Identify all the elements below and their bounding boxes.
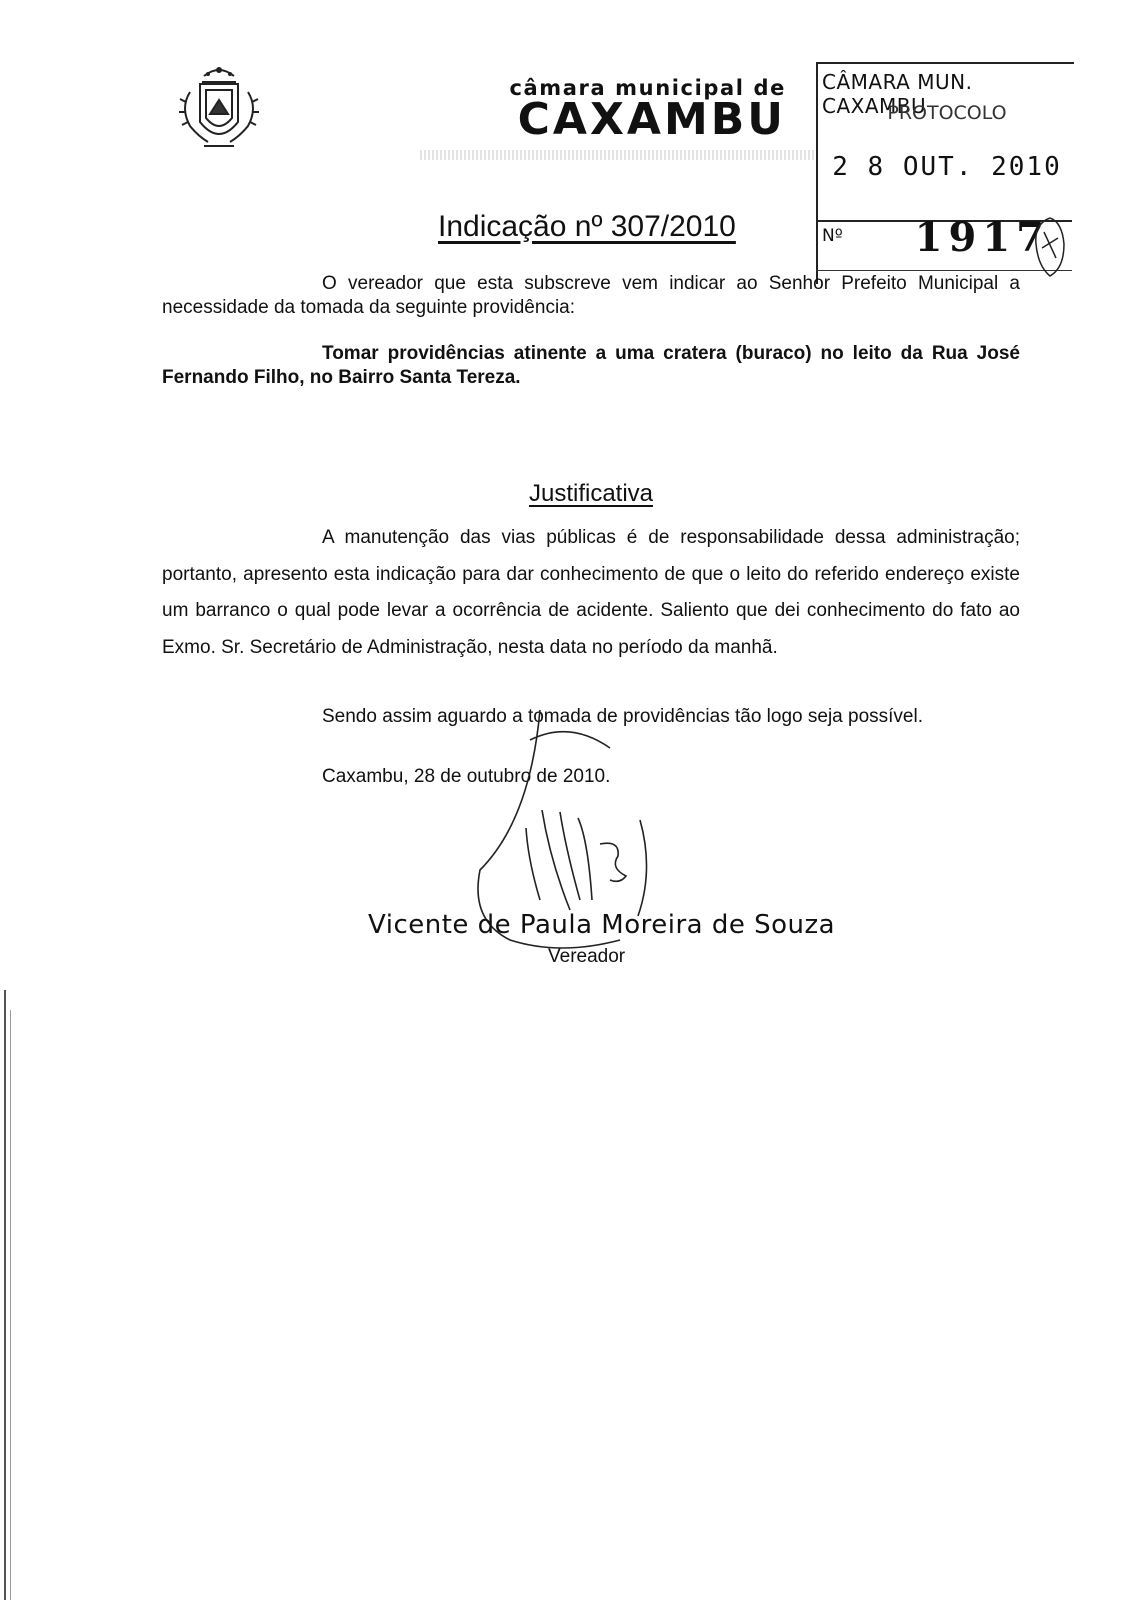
- closing-line: Sendo assim aguardo a tomada de providências tão logo seja possível.: [322, 706, 923, 727]
- justification-heading: Justificativa: [528, 480, 654, 507]
- stamp-date: 2 8 OUT. 2010: [832, 152, 1062, 182]
- stamp-number: 1917: [914, 214, 1050, 261]
- justification-paragraph: A manutenção das vias públicas é de responsabilidade dessa administração; portanto, apresento esta indicação para dar conhecimento de que o leito do referido endereço existe um barranco o qual pode levar a ocorrência de acidente. Saliento que dei conhecimento do fato ao Exmo. Sr. Secretário de Administração, nesta data no período da manhã.: [162, 527, 1020, 658]
- document-title: Indicação nº 307/2010: [438, 210, 736, 243]
- request-paragraph: Tomar providências atinente a uma cratera (buraco) no leito da Rua José Fernando Filho, no Bairro Santa Tereza.: [162, 343, 1020, 388]
- stamp-line-2: PROTOCOLO: [887, 102, 1007, 124]
- initials-scribble-icon: [1030, 214, 1070, 280]
- signatory-name: Vicente de Paula Moreira de Souza: [368, 910, 836, 940]
- date-line: Caxambu, 28 de outubro de 2010.: [322, 766, 611, 787]
- org-line: câmara municipal de: [509, 76, 786, 100]
- scan-edge-line: [10, 1010, 11, 1600]
- org-name: CAXAMBU: [517, 94, 786, 145]
- intro-paragraph: O vereador que esta subscreve vem indicar ao Senhor Prefeito Municipal a necessidade da tomada da seguinte providência:: [162, 273, 1020, 318]
- scan-edge-line: [4, 990, 6, 1600]
- coat-of-arms-icon: [174, 62, 264, 154]
- stamp-no-label: Nº: [822, 226, 843, 246]
- header-divider: [420, 150, 815, 160]
- signatory-role: Vereador: [548, 946, 626, 967]
- stamp-line-1: CÂMARA MUN. CAXAMBU: [822, 70, 973, 118]
